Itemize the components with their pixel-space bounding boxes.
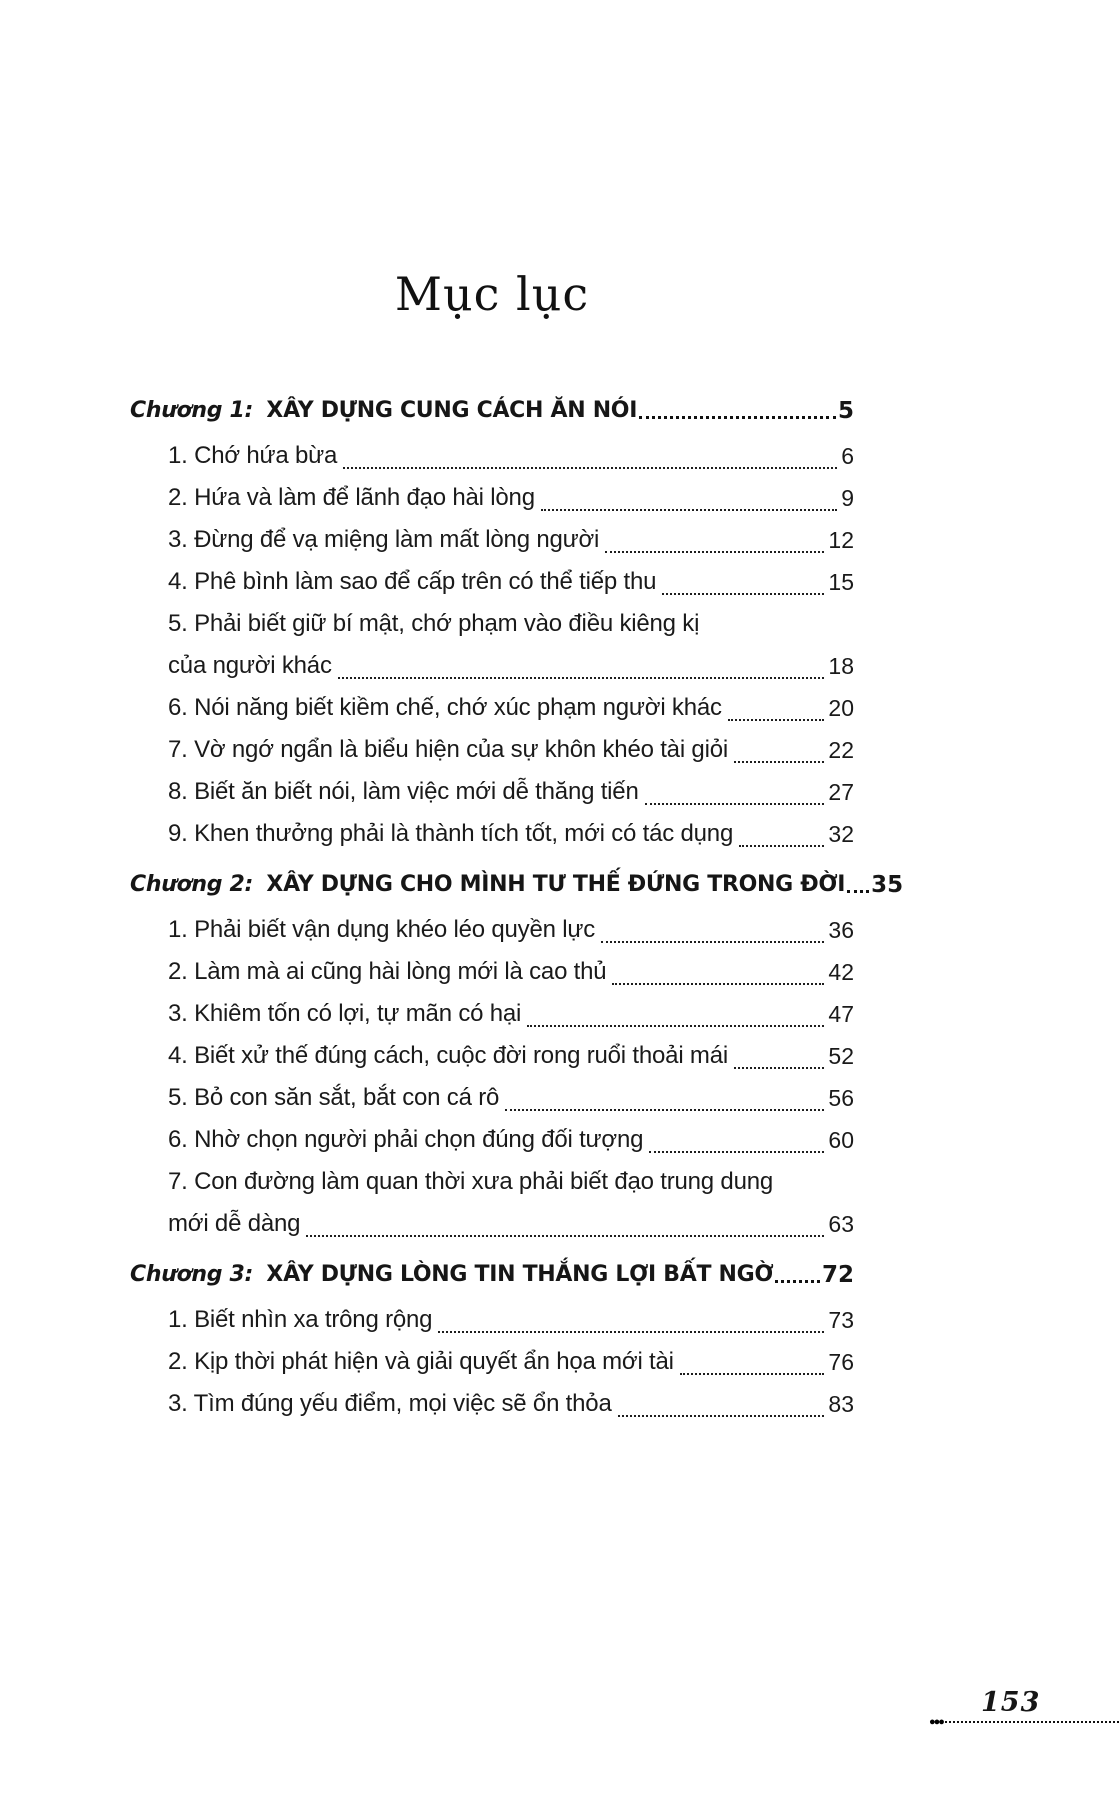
toc-item xyxy=(130,729,854,771)
chapter-number-prefix: Chương 3: xyxy=(130,1262,254,1287)
toc-item-line xyxy=(168,993,854,1035)
dot-leader xyxy=(601,941,824,943)
toc-item-line xyxy=(168,1035,854,1077)
chapter-number-prefix: Chương 2: xyxy=(130,872,254,897)
toc-item-line xyxy=(168,477,854,519)
toc-item xyxy=(130,519,854,561)
toc-item-label: 1. Phải biết vận dụng khéo léo quyền lực xyxy=(168,916,596,943)
chapter-title-text: XÂY DỰNG CUNG CÁCH ĂN NÓI xyxy=(259,398,638,423)
dot-leader xyxy=(505,1109,824,1111)
item-page-number: 83 xyxy=(828,1391,854,1417)
toc-item-line xyxy=(168,813,854,855)
toc-item-label: 4. Biết xử thế đúng cách, cuộc đời rong ruổi thoải mái xyxy=(168,1042,728,1069)
toc-item-line xyxy=(168,909,854,951)
toc-item-line xyxy=(168,561,854,603)
item-page-number: 63 xyxy=(828,1211,854,1237)
footer-page-number: 153 xyxy=(981,1687,1041,1718)
dot-leader xyxy=(739,845,824,847)
toc-item xyxy=(130,813,854,855)
toc-item-label: 5. Phải biết giữ bí mật, chớ phạm vào điều kiêng kị xyxy=(168,610,700,637)
dot-leader xyxy=(639,416,836,419)
toc-item-label: 3. Khiêm tốn có lợi, tự mãn có hại xyxy=(168,1000,522,1027)
toc-item-label: 1. Biết nhìn xa trông rộng xyxy=(168,1306,433,1333)
dot-leader xyxy=(541,509,837,511)
chapter-label xyxy=(130,1258,773,1292)
footer-dotted-line xyxy=(929,1716,1119,1728)
toc-item-label: 3. Đừng để vạ miệng làm mất lòng người xyxy=(168,526,600,553)
toc-item-label: 4. Phê bình làm sao để cấp trên có thể tiếp thu xyxy=(168,568,657,595)
page-title: Mục lục xyxy=(394,267,590,321)
dot-leader xyxy=(728,719,825,721)
toc-item-line xyxy=(168,1119,854,1161)
toc-item-line xyxy=(168,687,854,729)
toc-item xyxy=(130,1035,854,1077)
item-page-number: 9 xyxy=(841,485,854,511)
toc-item xyxy=(130,1119,854,1161)
toc-item xyxy=(130,477,854,519)
item-page-number: 6 xyxy=(841,443,854,469)
toc-item-label: 6. Nói năng biết kiềm chế, chớ xúc phạm người khác xyxy=(168,694,722,721)
item-page-number: 15 xyxy=(828,569,854,595)
item-page-number: 42 xyxy=(828,959,854,985)
toc-item-label: 3. Tìm đúng yếu điểm, mọi việc sẽ ổn thỏa xyxy=(168,1390,612,1417)
toc-item xyxy=(130,1341,854,1383)
toc-item-label: 7. Con đường làm quan thời xưa phải biết đạo trung dung xyxy=(168,1168,774,1195)
dot-leader xyxy=(605,551,824,553)
toc-item-label: 8. Biết ăn biết nói, làm việc mới dễ thăng tiến xyxy=(168,778,639,805)
dot-leader xyxy=(306,1235,824,1237)
dot-leader xyxy=(338,677,825,679)
chapter-label xyxy=(130,394,637,428)
chapter-heading xyxy=(130,1258,854,1292)
item-page-number: 73 xyxy=(828,1307,854,1333)
item-page-number: 18 xyxy=(828,653,854,679)
toc-item xyxy=(130,561,854,603)
toc-item xyxy=(130,435,854,477)
dot-leader xyxy=(527,1025,824,1027)
item-page-number: 76 xyxy=(828,1349,854,1375)
toc-item xyxy=(130,951,854,993)
toc-item-label: 9. Khen thưởng phải là thành tích tốt, mới có tác dụng xyxy=(168,820,734,847)
dot-leader xyxy=(645,803,825,805)
chapter-page-number: 5 xyxy=(837,398,854,424)
toc-item xyxy=(130,771,854,813)
item-page-number: 12 xyxy=(828,527,854,553)
item-page-number: 20 xyxy=(828,695,854,721)
toc-item-line xyxy=(168,1077,854,1119)
chapter-heading xyxy=(130,868,904,902)
toc-item-line xyxy=(168,603,854,645)
chapter-title-text: XÂY DỰNG CHO MÌNH TƯ THẾ ĐỨNG TRONG ĐỜI xyxy=(259,872,846,897)
toc-item-line xyxy=(168,951,854,993)
toc-item xyxy=(130,909,854,951)
toc-item xyxy=(130,1161,854,1245)
toc-item-label: 2. Hứa và làm để lãnh đạo hài lòng xyxy=(168,484,535,511)
toc-item-label: 1. Chớ hứa bừa xyxy=(168,442,338,469)
item-page-number: 47 xyxy=(828,1001,854,1027)
item-page-number: 60 xyxy=(828,1127,854,1153)
toc-item-line xyxy=(168,1161,854,1203)
dot-leader xyxy=(438,1331,824,1333)
toc-item xyxy=(130,993,854,1035)
item-page-number: 36 xyxy=(828,917,854,943)
item-page-number: 27 xyxy=(828,779,854,805)
footer-fine-dots xyxy=(945,1721,1119,1723)
toc-item xyxy=(130,603,854,687)
dot-leader xyxy=(680,1373,825,1375)
toc-item-line xyxy=(168,1299,854,1341)
dot-leader xyxy=(649,1151,824,1153)
toc-item-line xyxy=(168,1341,854,1383)
dot-leader xyxy=(734,1067,824,1069)
chapter-page-number: 72 xyxy=(821,1262,854,1288)
toc-item-label: của người khác xyxy=(168,652,332,679)
item-page-number: 22 xyxy=(828,737,854,763)
dot-leader xyxy=(734,761,824,763)
chapter-number-prefix: Chương 1: xyxy=(130,398,254,423)
page-content xyxy=(130,266,904,1425)
toc-item-line xyxy=(168,771,854,813)
toc-item xyxy=(130,1299,854,1341)
dot-leader xyxy=(618,1415,825,1417)
dot-leader xyxy=(847,890,869,893)
dot-leader xyxy=(612,983,824,985)
item-page-number: 52 xyxy=(828,1043,854,1069)
footer-bold-dots: ●●● xyxy=(929,1716,943,1728)
chapter-label xyxy=(130,868,845,902)
toc-item-line xyxy=(168,645,854,687)
chapter-heading xyxy=(130,394,854,428)
toc-item xyxy=(130,1383,854,1425)
toc-item-line xyxy=(168,1383,854,1425)
dot-leader xyxy=(343,467,837,469)
toc-item-label: 2. Làm mà ai cũng hài lòng mới là cao thủ xyxy=(168,958,607,985)
toc-item-line xyxy=(168,519,854,561)
chapter-title-text: XÂY DỰNG LÒNG TIN THẮNG LỢI BẤT NGỜ xyxy=(259,1262,774,1287)
toc-list xyxy=(130,394,904,1425)
toc-item-label: 6. Nhờ chọn người phải chọn đúng đối tượng xyxy=(168,1126,644,1153)
toc-item-label: mới dễ dàng xyxy=(168,1210,301,1237)
toc-item xyxy=(130,687,854,729)
chapter-page-number: 35 xyxy=(871,872,904,898)
item-page-number: 56 xyxy=(828,1085,854,1111)
toc-item-label: 5. Bỏ con săn sắt, bắt con cá rô xyxy=(168,1084,500,1111)
toc-item-line xyxy=(168,435,854,477)
toc-item-label: 7. Vờ ngớ ngẩn là biểu hiện của sự khôn khéo tài giỏi xyxy=(168,736,728,763)
toc-item xyxy=(130,1077,854,1119)
page-footer xyxy=(929,1687,1119,1728)
dot-leader xyxy=(662,593,824,595)
toc-item-line xyxy=(168,1203,854,1245)
item-page-number: 32 xyxy=(828,821,854,847)
toc-item-label: 2. Kịp thời phát hiện và giải quyết ẩn họa mới tài xyxy=(168,1348,674,1375)
toc-item-line xyxy=(168,729,854,771)
dot-leader xyxy=(775,1280,820,1283)
